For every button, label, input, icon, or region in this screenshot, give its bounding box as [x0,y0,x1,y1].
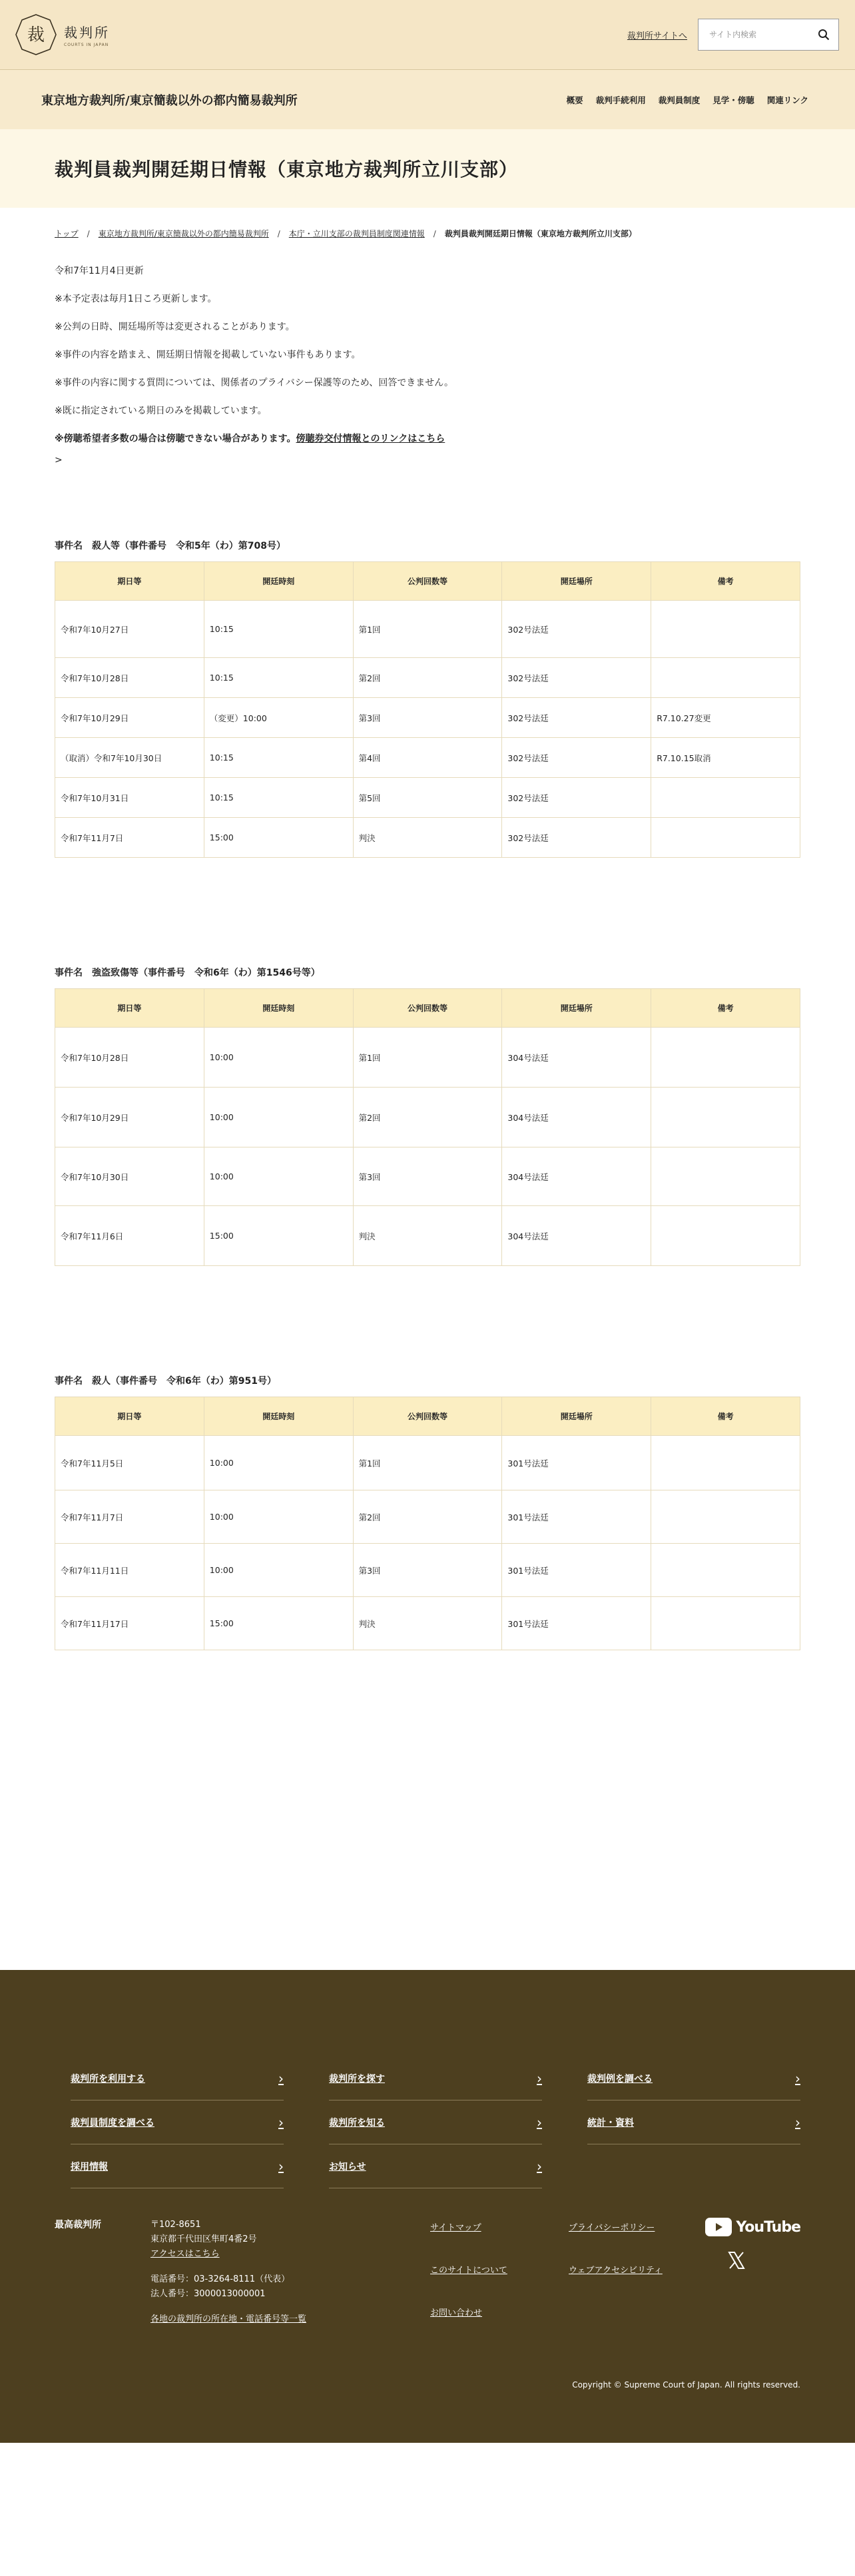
col-header-date: 期日等 [55,989,204,1028]
schedule-table [55,1397,800,1650]
cell-remarks [651,1028,800,1088]
cell-time: 10:15 [204,738,353,778]
col-header-date: 期日等 [55,1397,204,1436]
cell-session: 判決 [353,818,502,858]
contact-link[interactable]: お問い合わせ [430,2308,483,2318]
footer-menu-label: 裁判所を知る [329,2117,385,2128]
table-header-row [55,989,800,1028]
lottery-ticket-link[interactable]: 傍聴券交付情報とのリンクはこちら [296,434,445,444]
chevron-right-icon: › [537,2114,542,2130]
site-logo[interactable] [15,13,110,56]
footer-menu-label: 統計・資料 [587,2117,634,2128]
table-row [55,818,800,858]
case-title: 事件名 殺人等（事件番号 令和5年（わ）第708号） [55,541,286,551]
cell-time: 10:00 [204,1490,353,1544]
x-link[interactable] [727,2251,746,2272]
address-spacer [150,2262,430,2272]
cell-remarks [651,1206,800,1266]
copyright: Copyright © Supreme Court of Japan. All rights reserved. [572,2380,800,2390]
cell-remarks [651,818,800,858]
col-header-session: 公判回数等 [353,1397,502,1436]
search-icon [818,29,830,41]
table-row [55,698,800,738]
site-footer [0,1970,855,2443]
cell-session: 判決 [353,1597,502,1650]
chevron-right-icon: › [278,2114,284,2130]
cell-date: 令和7年10月30日 [55,1147,204,1206]
cell-date: 令和7年11月6日 [55,1206,204,1266]
cell-remarks [651,778,800,818]
arrow-marker: > [55,455,63,466]
cell-remarks [651,1544,800,1597]
cell-courtroom: 302号法廷 [502,738,651,778]
cell-time: 10:15 [204,658,353,698]
notice-line: ※公判の日時、開廷場所等は変更されることがあります。 [55,322,295,332]
case-section [55,1374,800,1650]
notice-line: ※既に指定されている期日のみを掲載しています。 [55,406,267,416]
subnav-link-saibanin[interactable]: 裁判員制度 [658,95,701,105]
cell-courtroom: 302号法廷 [502,818,651,858]
cell-courtroom: 304号法廷 [502,1147,651,1206]
breadcrumb-separator: / [87,228,90,238]
table-row [55,738,800,778]
privacy-policy-link[interactable]: プライバシーポリシー [569,2223,655,2233]
cell-date: 令和7年10月29日 [55,698,204,738]
schedule-table [55,561,800,858]
footer-menu-label: 採用情報 [71,2161,108,2172]
title-band [0,129,855,208]
x-icon [727,2251,746,2270]
footer-menu-statistics[interactable] [587,2100,800,2144]
col-header-session: 公判回数等 [353,989,502,1028]
sitemap-link[interactable]: サイトマップ [430,2223,481,2233]
footer-menu-recruit[interactable] [71,2144,284,2188]
footer-menu-about-courts[interactable] [329,2100,542,2144]
cell-remarks [651,601,800,658]
subnav-link-related[interactable]: 関連リンク [766,95,808,105]
cell-time: （変更）10:00 [204,698,353,738]
logo-text [64,22,110,47]
footer-menu-label: 裁判所を探す [329,2073,385,2085]
footer-menu-label: お知らせ [329,2161,366,2172]
col-header-remarks: 備考 [651,1397,800,1436]
footer-menu-find-courts[interactable] [329,2057,542,2100]
col-header-time: 開廷時刻 [204,989,353,1028]
youtube-icon [705,2218,732,2236]
cell-session: 第3回 [353,1147,502,1206]
footer-menu-saibanin[interactable] [71,2100,284,2144]
case-section [55,539,800,858]
cell-time: 15:00 [204,818,353,858]
cell-session: 第3回 [353,698,502,738]
content-spacer [55,1650,800,1970]
cell-remarks [651,1088,800,1147]
cell-date: 令和7年10月28日 [55,658,204,698]
case-title: 事件名 強盗致傷等（事件番号 令和6年（わ）第1546号等） [55,968,320,978]
cell-date: 令和7年10月27日 [55,601,204,658]
notice-line: ※事件の内容に関する質問については、関係者のプライバシー保護等のため、回答できません。 [55,378,454,388]
phone-number: 電話番号：03-3264-8111（代表） [150,2274,290,2284]
cell-courtroom: 301号法廷 [502,1544,651,1597]
cell-session: 第2回 [353,658,502,698]
main-content [0,228,855,1970]
notice-line: ※本予定表は毎月1日ころ更新します。 [55,294,217,304]
cell-courtroom: 301号法廷 [502,1597,651,1650]
subnav-links [567,94,808,106]
footer-address [150,2218,430,2327]
col-header-courtroom: 開廷場所 [502,989,651,1028]
cell-date: 令和7年11月17日 [55,1597,204,1650]
cell-session: 第1回 [353,1436,502,1490]
site-header [0,0,855,69]
youtube-label: YouTube [736,2218,800,2236]
subnav-link-visit[interactable]: 見学・傍聴 [712,95,754,105]
about-site-link[interactable]: このサイトについて [430,2266,507,2276]
breadcrumb-separator: / [433,228,436,238]
cell-session: 第3回 [353,1544,502,1597]
header-right [627,19,839,51]
cell-courtroom: 304号法廷 [502,1206,651,1266]
cell-time: 15:00 [204,1206,353,1266]
footer-menu-label: 裁判例を調べる [587,2073,653,2085]
search-input[interactable] [709,30,816,39]
cell-session: 第1回 [353,1028,502,1088]
cell-time: 10:15 [204,778,353,818]
col-header-remarks: 備考 [651,562,800,601]
svg-text:裁: 裁 [27,25,45,45]
table-row [55,1490,800,1544]
subnav-link-procedures[interactable]: 裁判手続利用 [595,95,646,105]
breadcrumb-saibanin-info[interactable]: 本庁・立川支部の裁判員制度関連情報 [288,229,425,238]
cell-session: 第5回 [353,778,502,818]
cell-time: 10:00 [204,1436,353,1490]
cell-time: 10:00 [204,1028,353,1088]
address-spacer [150,2302,430,2312]
bottom-spacer [0,2443,855,2576]
cell-session: 判決 [353,1206,502,1266]
search-box [698,19,839,51]
youtube-link[interactable] [705,2218,800,2236]
cell-remarks [651,1597,800,1650]
table-row [55,1028,800,1088]
cell-session: 第4回 [353,738,502,778]
cell-remarks [651,1436,800,1490]
breadcrumb-separator: / [277,228,280,238]
cell-time: 15:00 [204,1597,353,1650]
cell-courtroom: 304号法廷 [502,1028,651,1088]
table-row [55,1088,800,1147]
footer-links [430,2220,728,2327]
corporate-number: 法人番号：3000013000001 [150,2289,266,2299]
chevron-right-icon: › [537,2070,542,2087]
cell-courtroom: 301号法廷 [502,1436,651,1490]
breadcrumb-court[interactable]: 東京地方裁判所/東京簡裁以外の都内簡易裁判所 [98,229,269,238]
case-title: 事件名 殺人（事件番号 令和6年（わ）第951号） [55,1376,276,1387]
cell-courtroom: 304号法廷 [502,1088,651,1147]
chevron-right-icon: › [795,2114,800,2130]
table-row [55,601,800,658]
col-header-courtroom: 開廷場所 [502,1397,651,1436]
footer-menu-use-courts[interactable] [71,2057,284,2100]
notice-section [55,264,800,466]
breadcrumb-current: 裁判員裁判開廷期日情報（東京地方裁判所立川支部） [444,229,637,238]
cell-courtroom: 302号法廷 [502,778,651,818]
table-row [55,778,800,818]
chevron-right-icon: › [278,2070,284,2087]
cell-remarks: R7.10.27変更 [651,698,800,738]
cell-remarks [651,658,800,698]
notice-lottery [55,432,800,446]
case-section [55,966,800,1266]
cell-time: 10:00 [204,1147,353,1206]
cell-date: 令和7年11月5日 [55,1436,204,1490]
table-row [55,1544,800,1597]
cell-date: 令和7年11月7日 [55,818,204,858]
chevron-right-icon: › [795,2070,800,2087]
chevron-right-icon: › [537,2158,542,2174]
footer-menu-label: 裁判所を利用する [71,2073,145,2085]
cell-date: 令和7年10月29日 [55,1088,204,1147]
accessibility-link[interactable]: ウェブアクセシビリティ [569,2266,663,2276]
footer-menu-precedents[interactable] [587,2057,800,2100]
street-address: 東京都千代田区隼町4番2号 [150,2234,257,2244]
cell-courtroom: 302号法廷 [502,658,651,698]
footer-info [55,2218,800,2327]
cell-remarks [651,1490,800,1544]
notice-lottery-text: ※傍聴希望者多数の場合は傍聴できない場合があります。 [55,434,296,444]
cell-time: 10:00 [204,1088,353,1147]
breadcrumb-top[interactable]: トップ [55,229,79,238]
cell-date: 令和7年11月7日 [55,1490,204,1544]
search-button[interactable] [816,27,832,43]
subnav-link-overview[interactable]: 概要 [566,95,583,105]
court-name[interactable]: 東京地方裁判所/東京簡裁以外の都内簡易裁判所 [41,93,298,108]
table-row [55,1436,800,1490]
col-header-session: 公判回数等 [353,562,502,601]
cell-date: 令和7年10月31日 [55,778,204,818]
page-title: 裁判員裁判開廷期日情報（東京地方裁判所立川支部） [55,159,519,180]
courts-list-link[interactable]: 各地の裁判所の所在地・電話番号等一覧 [150,2314,307,2324]
logo-subtitle: COURTS IN JAPAN [64,43,109,47]
footer-menu [55,2057,800,2188]
supreme-court-name: 最高裁判所 [55,2220,101,2230]
table-row [55,658,800,698]
cell-session: 第1回 [353,601,502,658]
schedule-table [55,988,800,1266]
col-header-date: 期日等 [55,562,204,601]
court-site-link[interactable]: 裁判所サイトへ [627,31,687,41]
cell-session: 第2回 [353,1088,502,1147]
court-subnav [0,69,855,129]
cell-remarks [651,1147,800,1206]
col-header-time: 開廷時刻 [204,1397,353,1436]
footer-menu-label: 裁判員制度を調べる [71,2117,154,2128]
footer-menu-news[interactable] [329,2144,542,2188]
access-link[interactable]: アクセスはこちら [150,2249,220,2259]
social-links [705,2218,800,2272]
cell-date: （取消）令和7年10月30日 [55,738,204,778]
cell-time: 10:15 [204,601,353,658]
col-header-remarks: 備考 [651,989,800,1028]
col-header-time: 開廷時刻 [204,562,353,601]
postal-code: 〒102-8651 [150,2220,201,2230]
breadcrumb [55,228,800,239]
cell-date: 令和7年10月28日 [55,1028,204,1088]
table-header-row [55,1397,800,1436]
notice-line: ※事件の内容を踏まえ、開廷期日情報を掲載していない事件もあります。 [55,350,361,360]
logo-title: 裁判所 [64,25,110,41]
chevron-right-icon: › [278,2158,284,2174]
cell-time: 10:00 [204,1544,353,1597]
table-row [55,1147,800,1206]
logo-emblem-icon [15,13,57,56]
updated-date: 令和7年11月4日更新 [55,266,144,276]
cell-date: 令和7年11月11日 [55,1544,204,1597]
col-header-courtroom: 開廷場所 [502,562,651,601]
cell-courtroom: 302号法廷 [502,698,651,738]
cell-session: 第2回 [353,1490,502,1544]
table-row [55,1206,800,1266]
table-row [55,1597,800,1650]
cell-courtroom: 301号法廷 [502,1490,651,1544]
cell-courtroom: 302号法廷 [502,601,651,658]
cell-remarks: R7.10.15取消 [651,738,800,778]
table-header-row [55,562,800,601]
